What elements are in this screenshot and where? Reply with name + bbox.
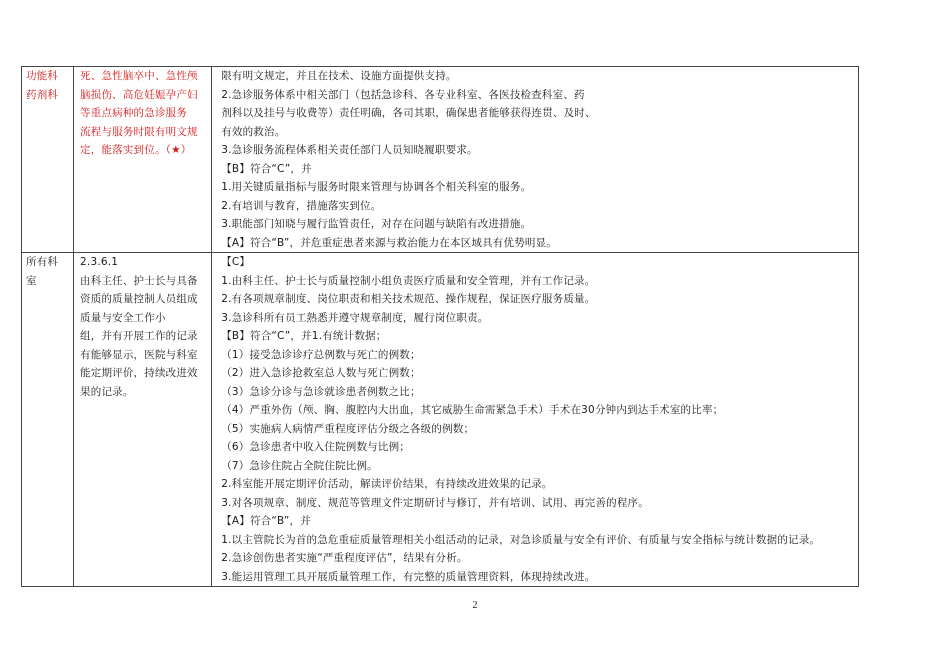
criteria-line: 2.有各项规章制度、岗位职责和相关技术规范、操作规程，保证医疗服务质量。 (221, 293, 596, 305)
table-row (22, 253, 859, 587)
criteria-line: 【B】符合“C”，并1.有统计数据； (221, 330, 387, 342)
standard-text: 由科主任、护士长与具备 (80, 274, 198, 287)
criteria-line: （2）进入急诊抢救室总人数与死亡例数； (221, 367, 421, 379)
standard-cell (74, 253, 212, 587)
criteria-line: 【A】符合“B”，并危重症患者来源与救治能力在本区域具有优势明显。 (221, 236, 557, 249)
standard-text: 2.3.6.1 (80, 256, 119, 268)
criteria-line: 1.由科主任、护士长与质量控制小组负责医疗质量和安全管理，并有工作记录。 (221, 274, 596, 287)
standard-text: 定，能落实到位。（★） (80, 144, 192, 156)
standard-text: 资质的质量控制人员组成 (80, 293, 198, 305)
criteria-line: 剂科以及挂号与收费等）责任明确，各司其职，确保患者能够获得连贯、及时、 (221, 107, 596, 119)
criteria-line: 2.有培训与教育，措施落实到位。 (221, 199, 382, 212)
standard-cell (74, 67, 212, 253)
criteria-line: （7）急诊住院占全院住院比例。 (221, 459, 378, 472)
standard-text: 质量与安全工作小 (80, 311, 166, 324)
criteria-line: 【B】符合“C”，并 (221, 162, 312, 175)
criteria-line: 限有明文规定，并且在技术、设施方面提供支持。 (221, 70, 457, 82)
criteria-line: 2.急诊创伤患者实施“严重程度评估”，结果有分析。 (221, 552, 468, 564)
standard-text: 组，并有开展工作的记录 (80, 330, 198, 342)
page-number: 2 (472, 600, 478, 611)
department-cell (22, 253, 74, 587)
standard-text: 有能够显示，医院与科室 (80, 348, 198, 361)
criteria-line: （4）严重外伤（颅、胸、腹腔内大出血，其它威胁生命需紧急手术）手术在30分钟内到达手术室的比率； (221, 404, 724, 416)
criteria-line: （5）实施病人病情严重程度评估分级之各级的例数； (221, 422, 475, 435)
department-text: 所有科 (26, 256, 59, 268)
criteria-line: 2.急诊服务体系中相关部门（包括急诊科、各专业科室、各医技检查科室、药 (221, 88, 585, 101)
criteria-line: 3.急诊服务流程体系相关责任部门人员知晓履职要求。 (221, 144, 478, 156)
standard-text: 果的记录。 (80, 385, 134, 398)
criteria-line: 3.急诊科所有员工熟悉并遵守规章制度，履行岗位职责。 (221, 311, 489, 324)
standards-table (21, 66, 859, 587)
criteria-line: （3）急诊分诊与急诊就诊患者例数之比； (221, 385, 421, 398)
standard-text: 流程与服务时限有明文规 (80, 125, 198, 138)
criteria-line: 2.科室能开展定期评价活动，解读评价结果，有持续改进效果的记录。 (221, 478, 553, 490)
criteria-line: 1.以主管院长为首的急危重症质量管理相关小组活动的记录，对急诊质量与安全有评价、有质量与安全指标与统计数据的记录。 (221, 533, 821, 546)
criteria-cell (212, 253, 859, 587)
department-text: 功能科 (26, 70, 59, 82)
criteria-line: 3.对各项规章、制度、规范等管理文件定期研讨与修订，并有培训、试用、再完善的程序。 (221, 496, 649, 509)
criteria-line: 3.能运用管理工具开展质量管理工作，有完整的质量管理资料，体现持续改进。 (221, 570, 596, 583)
criteria-cell (212, 67, 859, 253)
table-row (22, 67, 859, 253)
department-text: 室 (26, 274, 37, 287)
criteria-line: 【A】符合“B”，并 (221, 515, 311, 527)
standard-text: 能定期评价，持续改进效 (80, 367, 198, 379)
criteria-line: （1）接受急诊诊疗总例数与死亡的例数； (221, 348, 421, 361)
criteria-line: 【C】 (221, 256, 251, 268)
department-text: 药剂科 (26, 88, 59, 101)
standard-text: 脑损伤、高危妊娠孕产妇 (80, 88, 198, 101)
department-cell (22, 67, 74, 253)
criteria-line: （6）急诊患者中收入住院例数与比例； (221, 441, 410, 453)
criteria-line: 有效的救治。 (221, 125, 286, 138)
criteria-line: 3.职能部门知晓与履行监管责任，对存在问题与缺陷有改进措施。 (221, 218, 532, 230)
standard-text: 死、急性脑卒中、急性颅 (80, 70, 198, 82)
standard-text: 等重点病种的急诊服务 (80, 107, 188, 119)
criteria-line: 1.用关键质量指标与服务时限来管理与协调各个相关科室的服务。 (221, 181, 532, 193)
